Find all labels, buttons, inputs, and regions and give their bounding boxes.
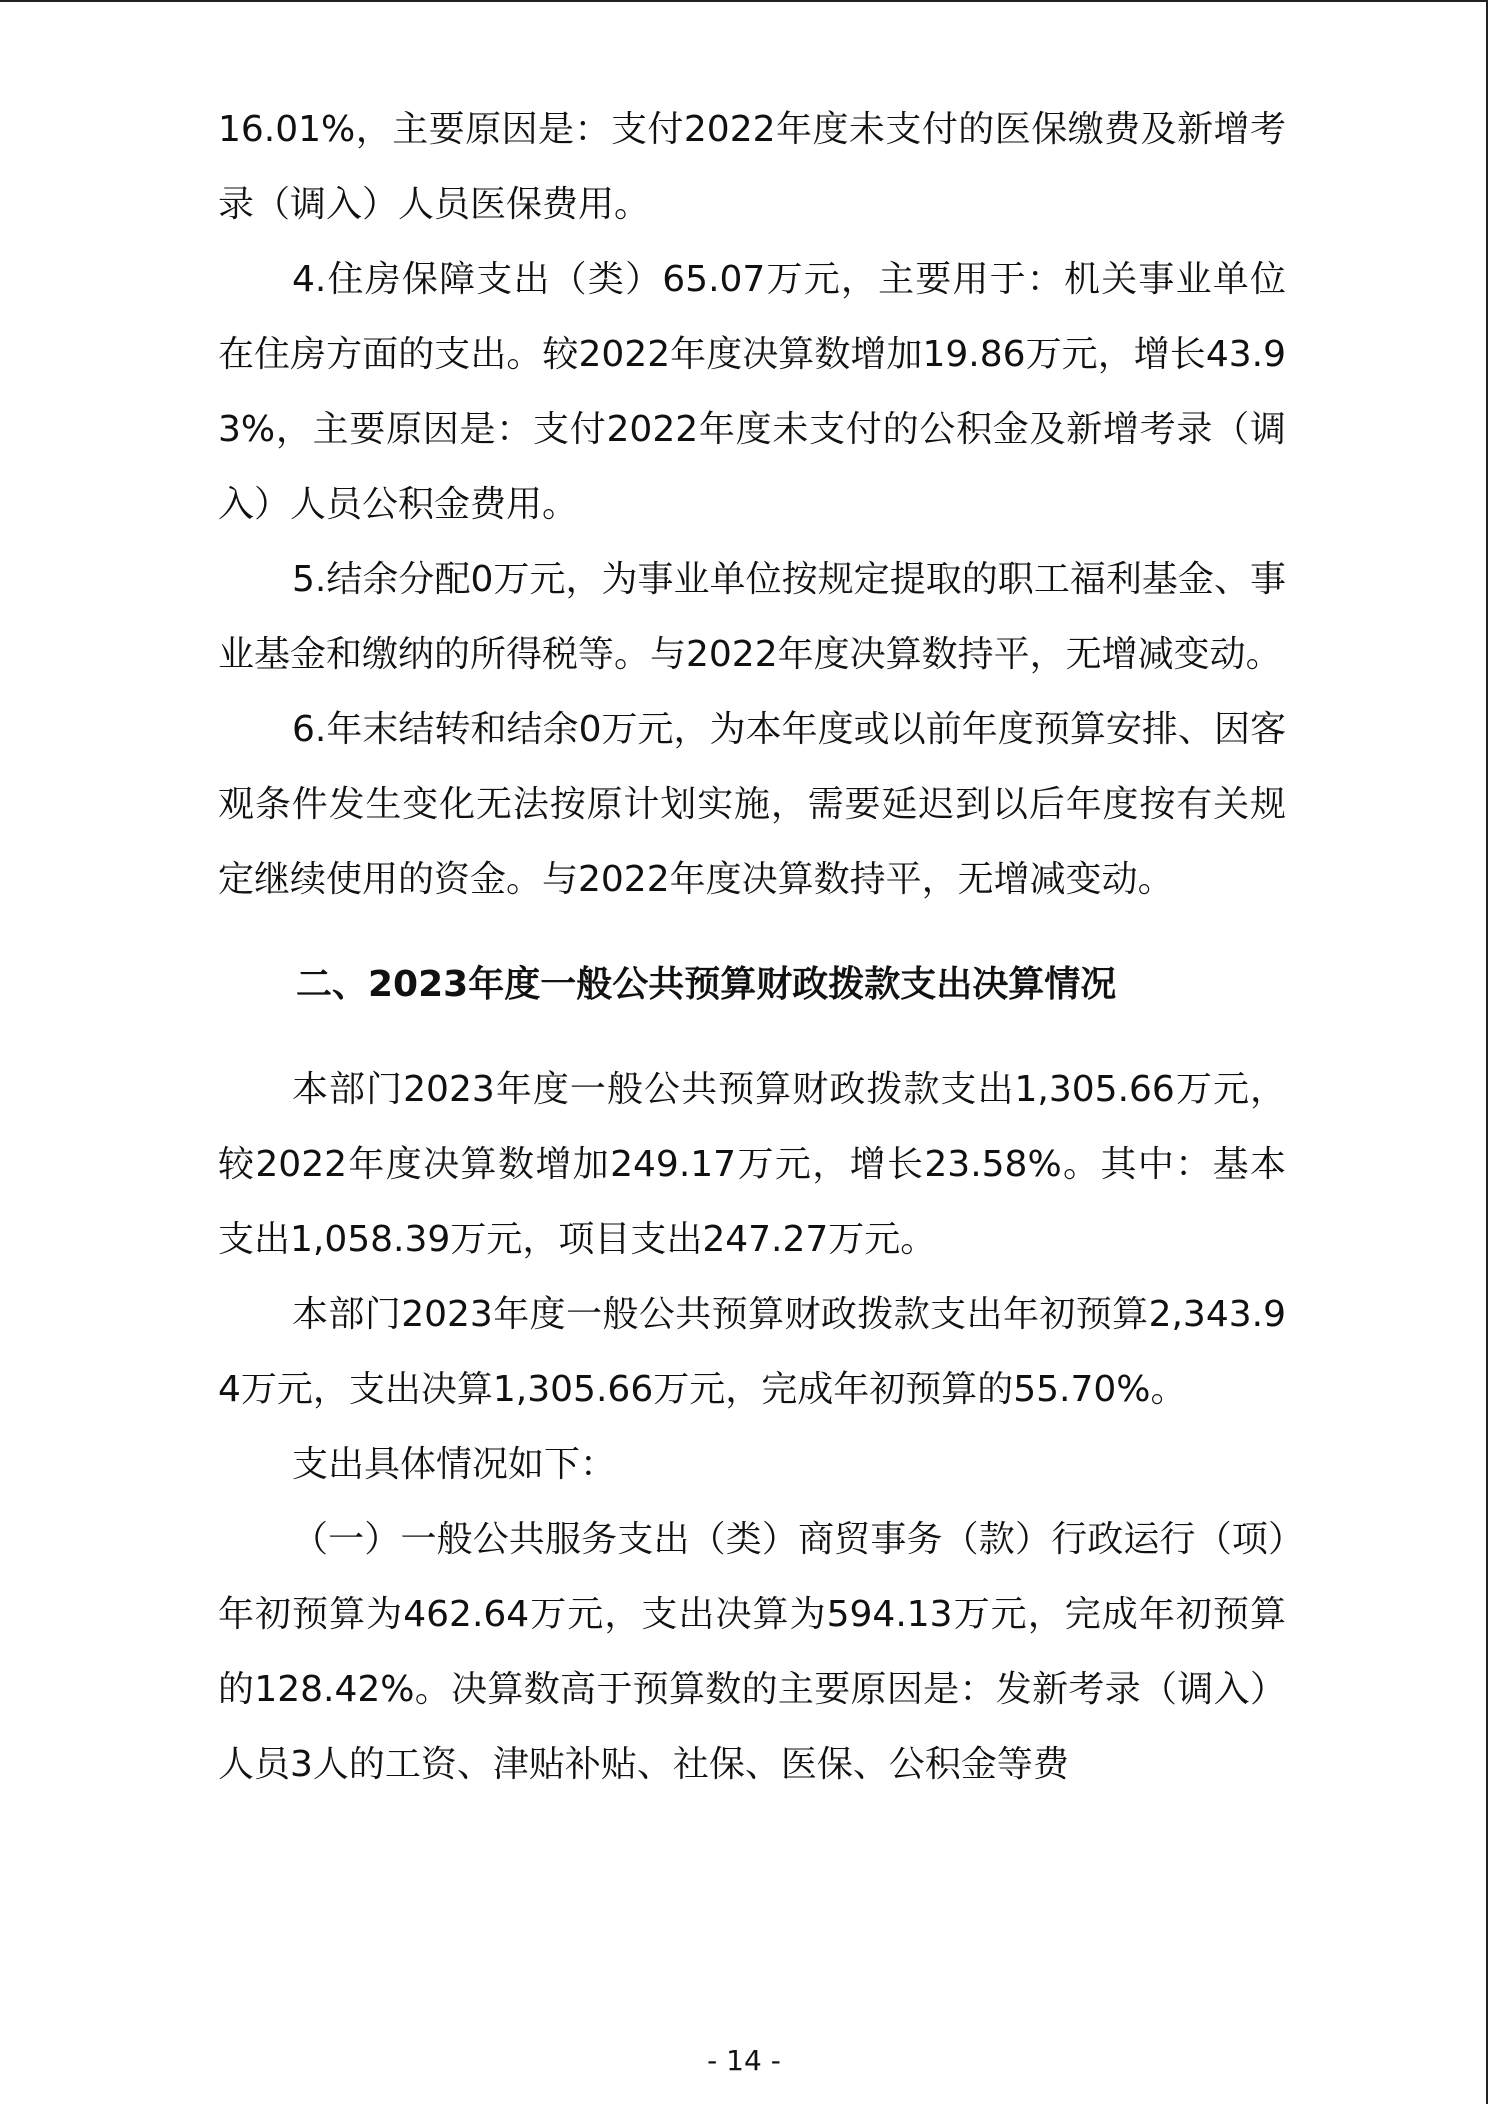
paragraph-housing-expenditure: 4.住房保障支出（类）65.07万元，主要用于：机关事业单位在住房方面的支出。较2022年度决算数增加19.86万元，增长43.93%，主要原因是：支付2022年度未支付的公积金及新增考录（调入）人员公积金费用。 [218, 259, 1286, 525]
document-body [218, 92, 1286, 1802]
paragraph-budget-completion: 本部门2023年度一般公共预算财政拨款支出年初预算2,343.94万元，支出决算1,305.66万元，完成年初预算的55.70%。 [218, 1294, 1286, 1410]
paragraph-continuation: 16.01%，主要原因是：支付2022年度未支付的医保缴费及新增考录（调入）人员医保费用。 [218, 109, 1286, 225]
paragraph-year-end-balance: 6.年末结转和结余0万元，为本年度或以前年度预算安排、因客观条件发生变化无法按原计划实施，需要延迟到以后年度按有关规定继续使用的资金。与2022年度决算数持平，无增减变动。 [218, 709, 1286, 900]
paragraph-total-expenditure: 本部门2023年度一般公共预算财政拨款支出1,305.66万元，较2022年度决算数增加249.17万元，增长23.58%。其中：基本支出1,058.39万元，项目支出247.27万元。 [218, 1069, 1286, 1260]
paragraph-surplus-distribution: 5.结余分配0万元，为事业单位按规定提取的职工福利基金、事业基金和缴纳的所得税等。与2022年度决算数持平，无增减变动。 [218, 559, 1286, 675]
page-top-border [0, 0, 1488, 2]
section-heading: 二、2023年度一般公共预算财政拨款支出决算情况 [296, 964, 1117, 1005]
paragraph-details-intro: 支出具体情况如下： [292, 1444, 617, 1485]
page-number: - 14 - [707, 2044, 781, 2077]
paragraph-general-public-services: （一）一般公共服务支出（类）商贸事务（款）行政运行（项）年初预算为462.64万元，支出决算为594.13万元，完成年初预算的128.42%。决算数高于预算数的主要原因是：发新考录（调入）人员3人的工资、津贴补贴、社保、医保、公积金等费 [218, 1519, 1286, 1785]
